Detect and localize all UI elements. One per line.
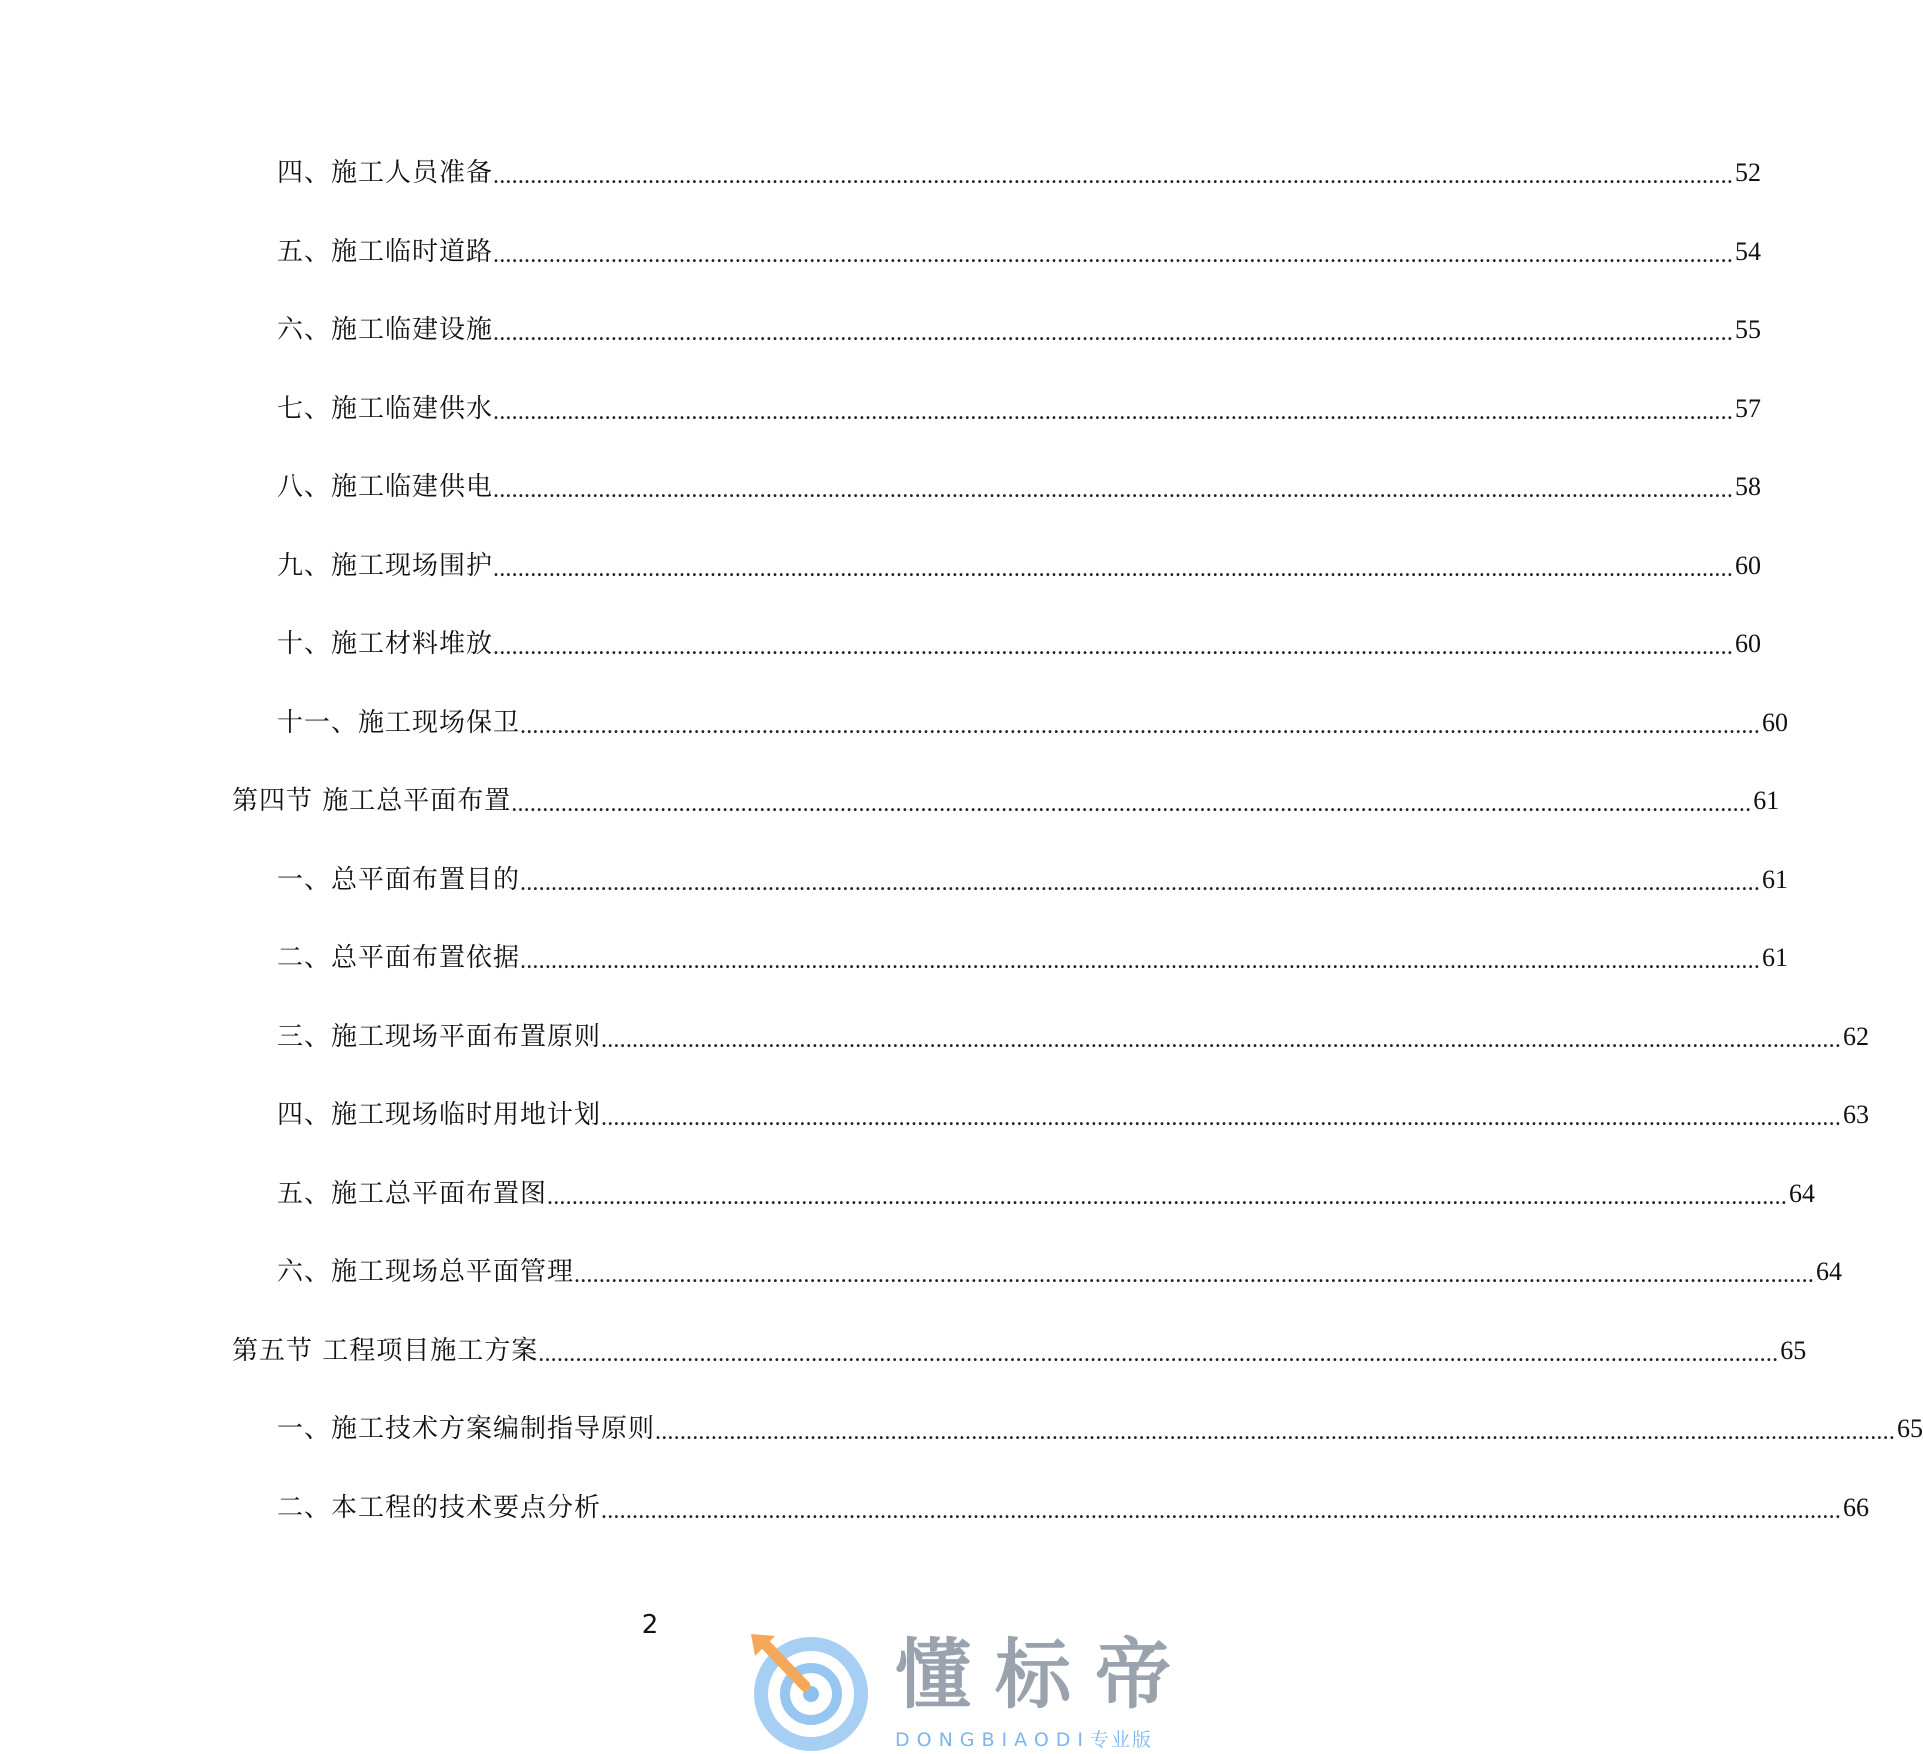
- toc-dot-leader: ........................................................................................................................................................................................................: [493, 556, 1734, 582]
- toc-entry[interactable]: [277, 703, 1789, 743]
- toc-entry[interactable]: [277, 1252, 1843, 1292]
- toc-dot-leader: ........................................................................................................................................................................................................: [493, 163, 1734, 189]
- toc-dot-leader: ........................................................................................................................................................................................................: [538, 1341, 1779, 1367]
- toc-dot-leader: ........................................................................................................................................................................................................: [520, 948, 1761, 974]
- toc-page-number: 61: [1762, 865, 1789, 894]
- watermark-pinyin: DONGBIAODI: [895, 1729, 1091, 1751]
- toc-entry-title: 四、施工现场临时用地计划: [277, 1100, 602, 1130]
- toc-entry-title: 一、施工技术方案编制指导原则: [277, 1414, 656, 1444]
- toc-page-number: 64: [1816, 1257, 1843, 1286]
- page-number: 2: [641, 1610, 659, 1640]
- toc-entry-title: 六、施工临建设施: [277, 315, 494, 345]
- toc-page-number: 61: [1762, 943, 1789, 972]
- toc-entry-title: 八、施工临建供电: [277, 472, 494, 502]
- toc-entry-title: 第五节 工程项目施工方案: [232, 1336, 539, 1366]
- watermark-brand-name: 懂标帝: [895, 1630, 1195, 1719]
- toc-page-number: 52: [1735, 158, 1762, 187]
- toc-page-number: 60: [1762, 708, 1789, 737]
- toc-dot-leader: ........................................................................................................................................................................................................: [493, 242, 1734, 268]
- toc-entry-title: 四、施工人员准备: [277, 158, 494, 188]
- toc-dot-leader: ........................................................................................................................................................................................................: [520, 870, 1761, 896]
- toc-entry-title: 五、施工临时道路: [277, 237, 494, 267]
- watermark-subtitle: [895, 1728, 1153, 1752]
- toc-entry-title: 二、本工程的技术要点分析: [277, 1493, 602, 1523]
- toc-entry[interactable]: [277, 624, 1762, 664]
- toc-entry[interactable]: [277, 232, 1762, 272]
- toc-page-number: 58: [1735, 472, 1762, 501]
- toc-section-entry[interactable]: [232, 781, 1780, 821]
- toc-page-number: 60: [1735, 551, 1762, 580]
- toc-entry-title: 五、施工总平面布置图: [277, 1179, 548, 1209]
- toc-entry[interactable]: [277, 1488, 1870, 1528]
- toc-entry[interactable]: [277, 1174, 1816, 1214]
- toc-dot-leader: ........................................................................................................................................................................................................: [493, 399, 1734, 425]
- toc-dot-leader: ........................................................................................................................................................................................................: [493, 320, 1734, 346]
- toc-entry-title: 十一、施工现场保卫: [277, 708, 521, 738]
- toc-entry[interactable]: [277, 389, 1762, 429]
- toc-dot-leader: ........................................................................................................................................................................................................: [493, 634, 1734, 660]
- toc-page-number: 54: [1735, 237, 1762, 266]
- toc-section-entry[interactable]: [232, 1331, 1807, 1371]
- toc-entry[interactable]: [277, 1409, 1923, 1449]
- toc-page-number: 66: [1843, 1493, 1870, 1522]
- toc-dot-leader: ........................................................................................................................................................................................................: [601, 1498, 1842, 1524]
- toc-entry[interactable]: [277, 1017, 1870, 1057]
- toc-page-number: 55: [1735, 315, 1762, 344]
- toc-entry-title: 一、总平面布置目的: [277, 865, 521, 895]
- watermark: [745, 1628, 1225, 1754]
- toc-entry[interactable]: [277, 1095, 1870, 1135]
- toc-page-number: 65: [1780, 1336, 1807, 1365]
- toc-entry[interactable]: [277, 860, 1789, 900]
- toc-entry-title: 第四节 施工总平面布置: [232, 786, 512, 816]
- toc-entry-title: 六、施工现场总平面管理: [277, 1257, 575, 1287]
- toc-entry[interactable]: [277, 546, 1762, 586]
- toc-page-number: 63: [1843, 1100, 1870, 1129]
- toc-entry-title: 七、施工临建供水: [277, 394, 494, 424]
- toc-dot-leader: ........................................................................................................................................................................................................: [547, 1184, 1788, 1210]
- toc-page-number: 65: [1897, 1414, 1923, 1443]
- toc-entry[interactable]: [277, 938, 1789, 978]
- toc-page-number: 64: [1789, 1179, 1816, 1208]
- toc-dot-leader: ........................................................................................................................................................................................................: [655, 1419, 1896, 1445]
- toc-entry[interactable]: [277, 153, 1762, 193]
- toc-entry-title: 十、施工材料堆放: [277, 629, 494, 659]
- toc-page-number: 62: [1843, 1022, 1870, 1051]
- toc-dot-leader: ........................................................................................................................................................................................................: [511, 791, 1752, 817]
- toc-page-number: 60: [1735, 629, 1762, 658]
- toc-entry-title: 九、施工现场围护: [277, 551, 494, 581]
- target-logo-icon: [745, 1628, 875, 1754]
- toc-dot-leader: ........................................................................................................................................................................................................: [601, 1105, 1842, 1131]
- toc-page-number: 61: [1753, 786, 1780, 815]
- toc-entry-title: 二、总平面布置依据: [277, 943, 521, 973]
- toc-dot-leader: ........................................................................................................................................................................................................: [574, 1262, 1815, 1288]
- toc-dot-leader: ........................................................................................................................................................................................................: [493, 477, 1734, 503]
- watermark-edition: 专业版: [1090, 1729, 1154, 1751]
- toc-dot-leader: ........................................................................................................................................................................................................: [601, 1027, 1842, 1053]
- toc-dot-leader: ........................................................................................................................................................................................................: [520, 713, 1761, 739]
- toc-entry-title: 三、施工现场平面布置原则: [277, 1022, 602, 1052]
- toc-page-number: 57: [1735, 394, 1762, 423]
- toc-entry[interactable]: [277, 467, 1762, 507]
- toc-entry[interactable]: [277, 310, 1762, 350]
